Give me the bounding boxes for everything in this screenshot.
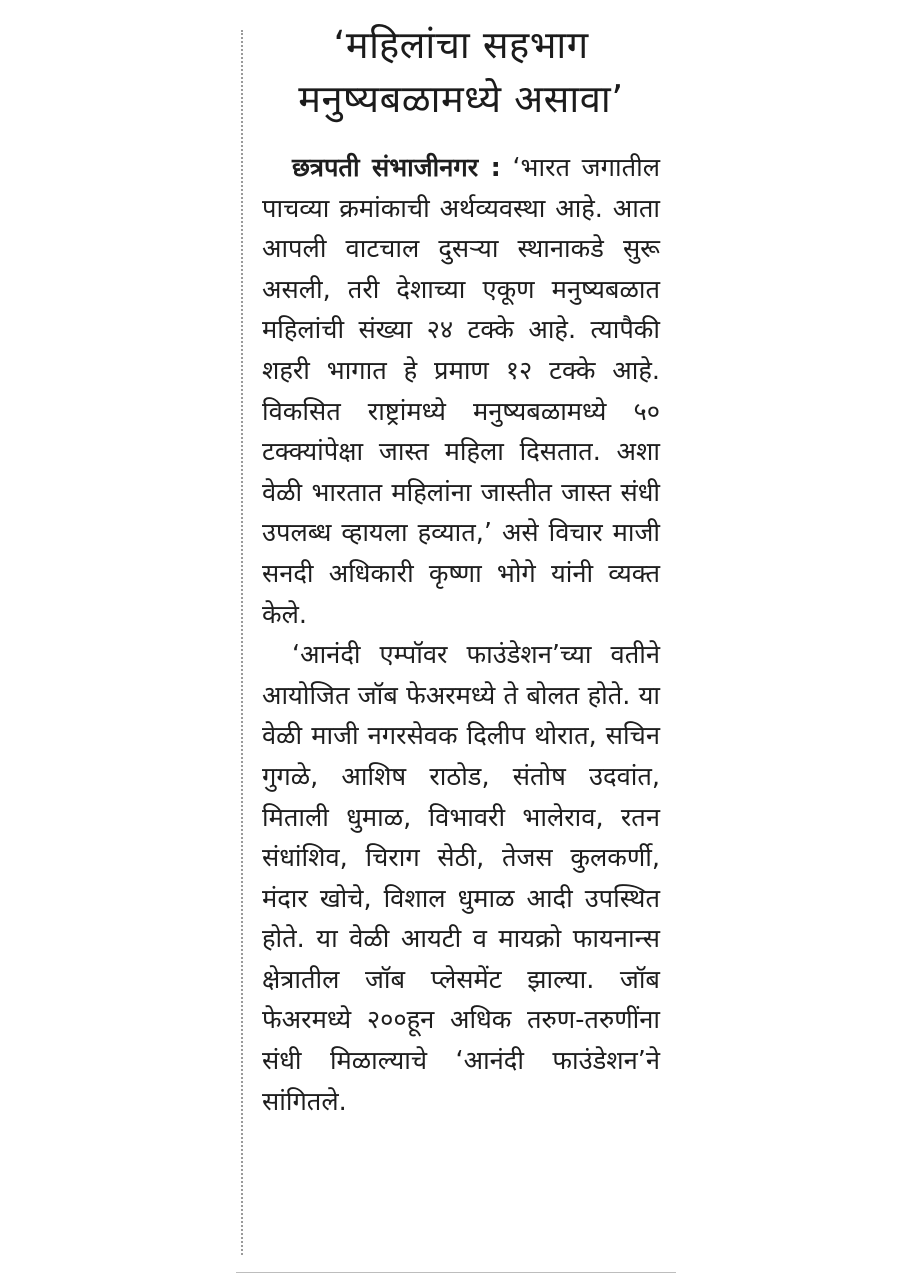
column-rule [241, 30, 243, 1255]
article-body [262, 148, 660, 1122]
headline [262, 18, 660, 126]
bottom-rule [236, 1272, 676, 1273]
dateline: छत्रपती संभाजीनगर : [292, 153, 501, 183]
headline-line-2: मनुष्यबळामध्ये असावा’ [298, 77, 624, 121]
news-article [262, 18, 660, 1122]
headline-line-1: ‘महिलांचा सहभाग [333, 23, 589, 67]
paragraph-1 [262, 148, 660, 635]
paragraph-2: ‘आनंदी एम्पॉवर फाउंडेशन’च्या वतीने आयोजित जॉब फेअरमध्ये ते बोलत होते. या वेळी माजी नगरसेवक दिलीप थोरात, सचिन गुगळे, आशिष राठोड, संतोष उदवांत, मिताली धुमाळ, विभावरी भालेराव, रतन संधांशिव, चिराग सेठी, तेजस कुलकर्णी, मंदार खोचे, विशाल धुमाळ आदी उपस्थित होते. या वेळी आयटी व मायक्रो फायनान्स क्षेत्रातील जॉब प्लेसमेंट झाल्या. जॉब फेअरमध्ये २००हून अधिक तरुण-तरुणींना संधी मिळाल्याचे ‘आनंदी फाउंडेशन’ने सांगितले. [262, 640, 660, 1117]
paragraph-1-text: ‘भारत जगातील पाचव्या क्रमांकाची अर्थव्यवस्था आहे. आता आपली वाटचाल दुसऱ्या स्थानाकडे सुरू असली, तरी देशाच्या एकूण मनुष्यबळात महिलांची संख्या २४ टक्के आहे. त्यापैकी शहरी भागात हे प्रमाण १२ टक्के आहे. विकसित राष्ट्रांमध्ये मनुष्यबळामध्ये ५० टक्क्यांपेक्षा जास्त महिला दिसतात. अशा वेळी भारतात महिलांना जास्तीत जास्त संधी उपलब्ध व्हायला हव्यात,’ असे विचार माजी सनदी अधिकारी कृष्णा भोगे यांनी व्यक्त केले. [262, 153, 660, 630]
